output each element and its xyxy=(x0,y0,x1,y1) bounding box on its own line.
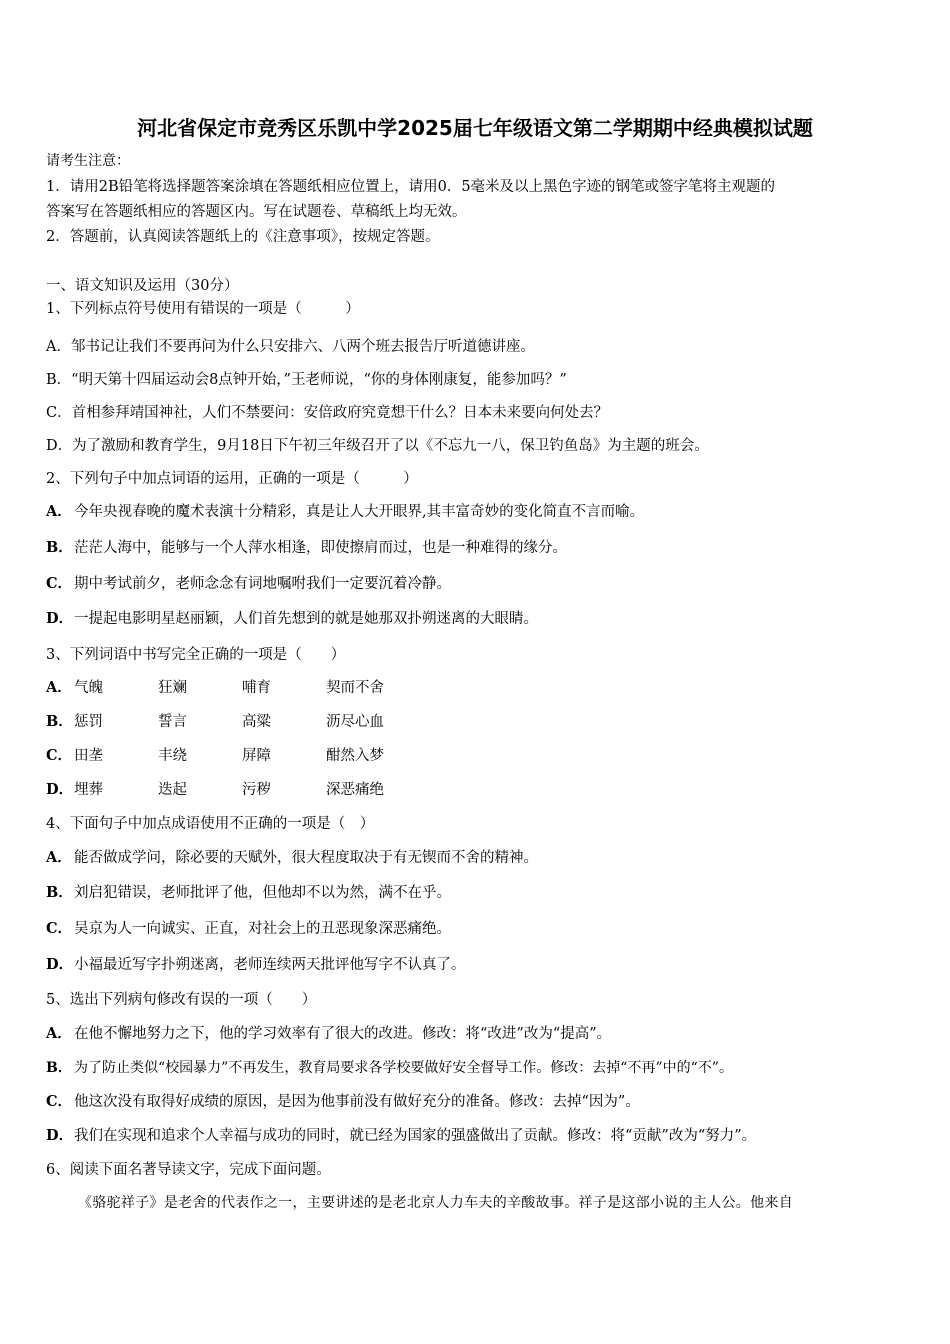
page-title: 河北省保定市竞秀区乐凯中学2025届七年级语文第二学期期中经典模拟试题 xyxy=(137,116,813,140)
question-4-stem: 4、下面句子中加点成语使用不正确的一项是（ ） xyxy=(46,816,375,832)
word: 高粱 xyxy=(242,714,271,730)
section-heading: 一、语文知识及运用（30分） xyxy=(46,278,239,294)
word: 哺育 xyxy=(242,680,271,696)
option-text: 吴京为人一向诚实、正直，对社会上的丑恶现象深恶痛绝。 xyxy=(74,921,451,937)
option-label: B． xyxy=(46,713,73,730)
question-4-option-d xyxy=(46,955,466,975)
word: 酣然入梦 xyxy=(326,748,384,764)
option-label: A． xyxy=(46,679,72,696)
word: 契而不舍 xyxy=(326,680,384,696)
option-text: 茫茫人海中，能够与一个人萍水相逢，即使擦肩而过，也是一种难得的缘分。 xyxy=(74,540,567,556)
question-1-option-d: D．为了激励和教育学生，9月18日下午初三年级召开了以《不忘九一八，保卫钓鱼岛》为主题的班会。 xyxy=(46,438,709,454)
question-5-option-d xyxy=(46,1126,756,1146)
question-1-option-c: C．首相参拜靖国神社，人们不禁要问：安倍政府究竟想干什么？日本未来要向何处去？ xyxy=(46,405,609,421)
question-3-row-c xyxy=(46,746,384,766)
option-label: A． xyxy=(46,849,72,866)
word: 狂斓 xyxy=(158,680,187,696)
notice-item-1-line-2: 答案写在答题纸相应的答题区内。写在试题卷、草稿纸上均无效。 xyxy=(46,204,467,220)
question-5-option-a xyxy=(46,1024,611,1044)
question-2-option-d xyxy=(46,609,538,629)
option-label: D． xyxy=(46,956,74,973)
option-text: 一提起电影明星赵丽颖，人们首先想到的就是她那双扑朔迷离的大眼睛。 xyxy=(74,611,538,627)
question-5-option-c xyxy=(46,1092,640,1112)
option-text: 小福最近写字扑朔迷离，老师连续两天批评他写字不认真了。 xyxy=(74,957,466,973)
question-3-row-a xyxy=(46,678,384,698)
word: 惩罚 xyxy=(74,714,103,730)
option-label: B． xyxy=(46,884,73,901)
question-2-option-b xyxy=(46,538,567,558)
word: 丰绕 xyxy=(158,748,187,764)
question-1-option-b: B．“明天第十四届运动会8点钟开始，”王老师说，“你的身体刚康复，能参加吗？” xyxy=(46,372,567,388)
option-label: C． xyxy=(46,920,73,937)
option-label: C． xyxy=(46,575,73,592)
question-2-option-a xyxy=(46,502,644,522)
option-label: A． xyxy=(46,503,72,520)
notice-item-1-line-1: 1．请用2B铅笔将选择题答案涂填在答题纸相应位置上，请用0．5毫米及以上黑色字迹的钢笔或签字笔将主观题的 xyxy=(46,179,776,195)
word: 迭起 xyxy=(158,782,187,798)
word: 污秽 xyxy=(242,782,271,798)
option-label: C． xyxy=(46,747,73,764)
option-text: 在他不懈地努力之下，他的学习效率有了很大的改进。修改：将“改进”改为“提高”。 xyxy=(74,1026,612,1042)
option-text: 他这次没有取得好成绩的原因，是因为他事前没有做好充分的准备。修改：去掉“因为”。 xyxy=(74,1094,640,1110)
word: 气魄 xyxy=(74,680,103,696)
question-3-stem: 3、下列词语中书写完全正确的一项是（ ） xyxy=(46,647,346,663)
word: 埋葬 xyxy=(74,782,103,798)
option-label: D． xyxy=(46,1127,74,1144)
option-label: A． xyxy=(46,1025,72,1042)
question-1-stem: 1、下列标点符号使用有错误的一项是（ ） xyxy=(46,301,360,317)
question-5-option-b xyxy=(46,1058,733,1078)
notice-item-2: 2．答题前，认真阅读答题纸上的《注意事项》，按规定答题。 xyxy=(46,229,440,245)
word: 誓言 xyxy=(158,714,187,730)
option-label: D． xyxy=(46,781,74,798)
word: 屏障 xyxy=(242,748,271,764)
question-5-stem: 5、选出下列病句修改有误的一项（ ） xyxy=(46,992,317,1008)
option-text: 期中考试前夕，老师念念有词地嘱咐我们一定要沉着冷静。 xyxy=(74,576,451,592)
notice-heading: 请考生注意： xyxy=(46,153,130,169)
option-label: B． xyxy=(46,539,73,556)
question-1-option-a: A．邹书记让我们不要再问为什么只安排六、八两个班去报告厅听道德讲座。 xyxy=(46,339,535,355)
option-label: C． xyxy=(46,1093,73,1110)
option-text: 能否做成学问，除必要的天赋外，很大程度取决于有无锲而不舍的精神。 xyxy=(74,850,538,866)
option-label: B． xyxy=(46,1060,72,1076)
option-text: 今年央视春晚的魔术表演十分精彩，真是让人大开眼界,其丰富奇妙的变化简直不言而喻。 xyxy=(74,504,645,520)
question-4-option-c xyxy=(46,919,451,939)
option-text: 为了防止类似“校园暴力”不再发生，教育局要求各学校要做好安全督导工作。修改：去掉“不再”中的“不”。 xyxy=(74,1060,733,1076)
option-text: 刘启犯错误，老师批评了他，但他却不以为然，满不在乎。 xyxy=(74,885,451,901)
word: 深恶痛绝 xyxy=(326,782,384,798)
question-4-option-b xyxy=(46,883,451,903)
word: 沥尽心血 xyxy=(326,714,384,730)
question-6-passage: 《骆驼祥子》是老舍的代表作之一，主要讲述的是老北京人力车夫的辛酸故事。祥子是这部小说的主人公。他来自 xyxy=(78,1195,793,1211)
question-6-stem: 6、阅读下面名著导读文字，完成下面问题。 xyxy=(46,1162,331,1178)
word: 田垄 xyxy=(74,748,103,764)
option-text: 我们在实现和追求个人幸福与成功的同时，就已经为国家的强盛做出了贡献。修改：将“贡献”改为“努力”。 xyxy=(74,1128,757,1144)
question-3-row-b xyxy=(46,712,384,732)
question-4-option-a xyxy=(46,848,538,868)
question-2-option-c xyxy=(46,574,451,594)
option-label: D． xyxy=(46,610,74,627)
question-3-row-d xyxy=(46,780,384,800)
question-2-stem: 2、下列句子中加点词语的运用，正确的一项是（ ） xyxy=(46,471,418,487)
